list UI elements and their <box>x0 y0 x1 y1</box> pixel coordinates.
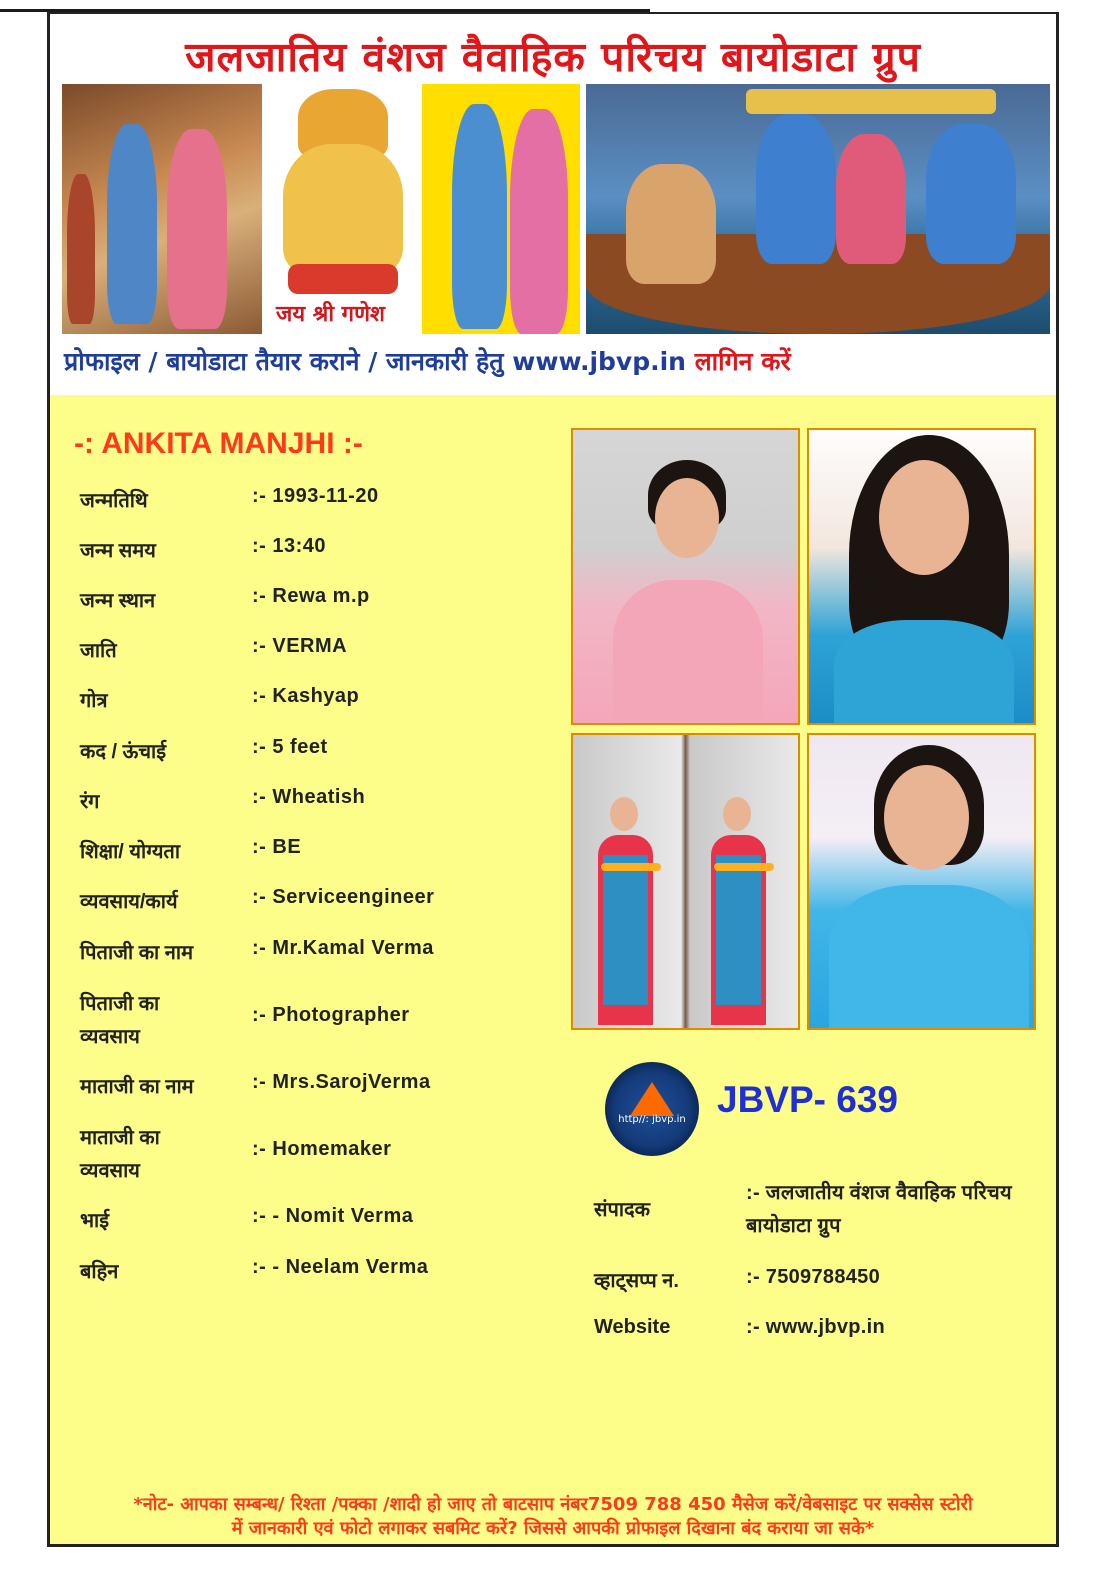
field-label: माताजी का नाम <box>80 1076 194 1098</box>
field-value: :- VERMA <box>252 635 348 657</box>
ganesh-image <box>268 84 418 334</box>
field-value: :- Photographer <box>252 1004 410 1026</box>
boat-scene-image <box>586 84 1050 334</box>
page-title: जलजातिय वंशज वैवाहिक परिचय बायोडाटा ग्रुप <box>185 33 921 81</box>
field-label: जन्मतिथि <box>80 490 148 512</box>
field-value: :- BE <box>252 836 302 858</box>
field-label: जन्म स्थान <box>80 590 156 612</box>
field-value: :- 1993-11-20 <box>252 485 379 507</box>
field-value: :- Mr.Kamal Verma <box>252 937 434 959</box>
candidate-name: -: ANKITA MANJHI :- <box>74 427 363 460</box>
jai-shri-ganesh: जय श्री गणेश <box>272 298 389 328</box>
field-value: :- Kashyap <box>252 685 360 707</box>
profile-code: JBVP- 639 <box>717 1079 898 1120</box>
field-label: गोत्र <box>80 690 108 712</box>
ram-sita-yellow-image <box>422 84 580 334</box>
candidate-photo-3 <box>571 733 800 1030</box>
jbvp-logo <box>605 1062 699 1156</box>
biodata-card <box>47 395 1059 1547</box>
field-label: जाति <box>80 640 117 662</box>
field-label: रंग <box>80 791 100 813</box>
field-value: :- 5 feet <box>252 736 328 758</box>
note-line-2: में जानकारी एवं फोटो लगाकर सबमिट करें? जिससे आपकी प्रोफाइल दिखाना बंद कराया जा सके* <box>231 1518 875 1539</box>
field-label: कद / ऊंचाई <box>80 741 167 763</box>
footer-note <box>50 1493 1056 1541</box>
editor-value: :- जलजातीय वंशज वैवाहिक परिचय बायोडाटा ग्रुप <box>746 1182 1012 1237</box>
editor-label: संपादक <box>594 1199 651 1221</box>
field-value: :- - Nomit Verma <box>252 1205 414 1227</box>
candidate-photo-1 <box>571 428 800 725</box>
website-link[interactable]: www.jbvp.in <box>512 347 686 376</box>
field-value: :- Wheatish <box>252 786 366 808</box>
field-label: भाई <box>80 1210 110 1232</box>
candidate-photo-2 <box>807 428 1036 725</box>
field-label: शिक्षा/ योग्यता <box>80 841 180 863</box>
field-label: व्यवसाय/कार्य <box>80 891 178 913</box>
header-banner <box>47 12 1059 395</box>
field-value: :- Mrs.SarojVerma <box>252 1071 431 1093</box>
field-label: जन्म समय <box>80 540 156 562</box>
field-value: :- Homemaker <box>252 1138 392 1160</box>
header-subtitle <box>64 344 1049 378</box>
whatsapp-value[interactable]: :- 7509788450 <box>746 1266 881 1288</box>
login-text: लागिन करें <box>694 347 791 376</box>
field-value: :- Serviceengineer <box>252 886 435 908</box>
field-value: :- - Neelam Verma <box>252 1256 429 1278</box>
field-label: माताजी का व्यवसाय <box>80 1127 160 1182</box>
logo-text: http//: jbvp.in <box>618 1114 686 1125</box>
whatsapp-label: व्हाट्सप्प न. <box>594 1270 679 1292</box>
note-line-1: *नोट- आपका सम्बन्ध/ रिश्ता /पक्का /शादी हो जाए तो बाटसाप नंबर7509 788 450 मैसेज करें/वेबसाइट पर सक्सेस स्टोरी <box>133 1494 973 1515</box>
ram-sita-image <box>62 84 262 334</box>
subtitle-text: प्रोफाइल / बायोडाटा तैयार कराने / जानकारी हेतु <box>64 347 504 376</box>
website-label: Website <box>594 1316 671 1338</box>
field-value: :- 13:40 <box>252 535 327 557</box>
website-value[interactable]: :- www.jbvp.in <box>746 1316 886 1338</box>
field-label: पिताजी का व्यवसाय <box>80 993 160 1048</box>
field-label: बहिन <box>80 1261 119 1283</box>
candidate-photo-4 <box>807 733 1036 1030</box>
field-label: पिताजी का नाम <box>80 942 194 964</box>
field-value: :- Rewa m.p <box>252 585 370 607</box>
